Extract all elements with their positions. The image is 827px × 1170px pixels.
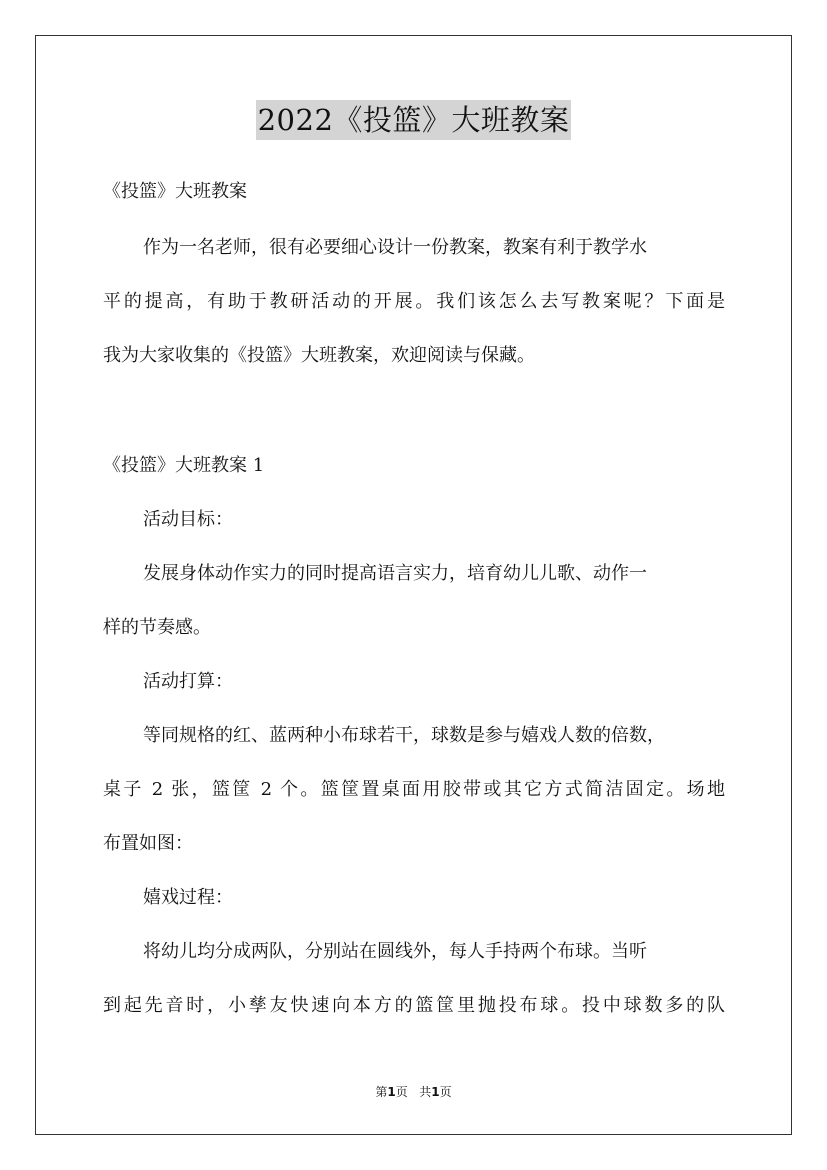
goal-text-line-2: 样的节奏感。	[103, 617, 211, 638]
prep-text-line-3: 布置如图：	[103, 833, 193, 854]
goal-label: 活动目标：	[143, 509, 233, 530]
page-footer	[0, 1084, 827, 1100]
process-label: 嬉戏过程：	[143, 887, 233, 908]
process-text-line-2: 到起先音时，小孳友快速向本方的篮筐里抛投布球。投中球数多的队	[103, 995, 725, 1016]
prep-label: 活动打算：	[143, 671, 233, 692]
subtitle: 《投篮》大班教案	[103, 181, 247, 202]
intro-line-1: 作为一名老师，很有必要细心设计一份教案，教案有利于教学水	[143, 237, 647, 258]
prep-text-line-2: 桌子 2 张，篮筐 2 个。篮筐置桌面用胶带或其它方式简洁固定。场地	[103, 779, 725, 800]
total-suffix: 页	[439, 1085, 452, 1099]
process-text-line-1: 将幼儿均分成两队，分别站在圆线外，每人手持两个布球。当听	[143, 941, 647, 962]
page-prefix: 第	[375, 1085, 388, 1099]
prep-text-line-1: 等同规格的红、蓝两种小布球若干，球数是参与嬉戏人数的倍数，	[143, 725, 665, 746]
page-current: 1	[387, 1085, 396, 1099]
title-container	[0, 100, 827, 140]
intro-line-2: 平的提高，有助于教研活动的开展。我们该怎么去写教案呢？下面是	[103, 291, 725, 312]
page-total: 1	[431, 1085, 440, 1099]
total-prefix: 共	[419, 1085, 432, 1099]
page-suffix: 页	[395, 1085, 408, 1099]
intro-line-3: 我为大家收集的《投篮》大班教案，欢迎阅读与保藏。	[103, 345, 535, 366]
section-heading: 《投篮》大班教案 1	[103, 455, 265, 476]
goal-text-line-1: 发展身体动作实力的同时提高语言实力，培育幼儿儿歌、动作一	[143, 563, 647, 584]
document-title: 2022《投篮》大班教案	[256, 100, 572, 140]
